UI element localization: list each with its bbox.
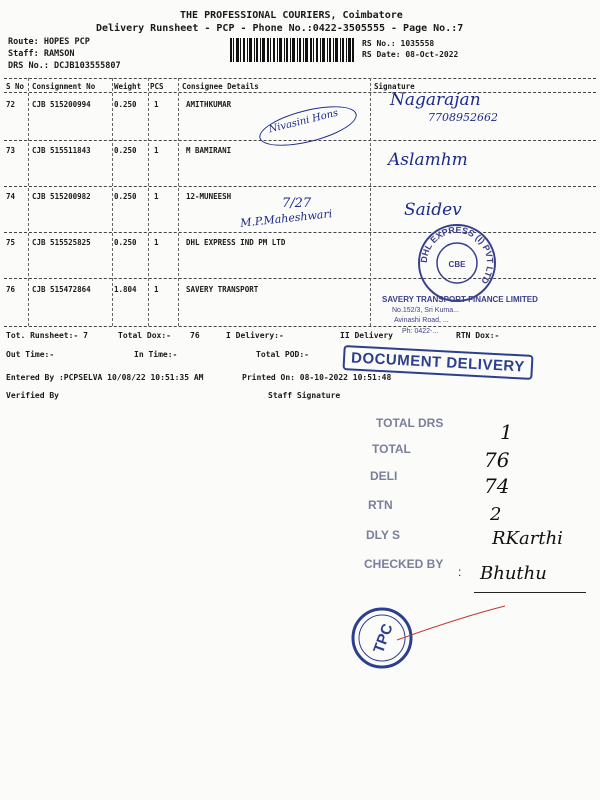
savery-line2: No.152/3, Sri Kuma... bbox=[392, 307, 459, 314]
row-sno: 75 bbox=[6, 238, 16, 247]
barcode bbox=[230, 38, 355, 62]
row-weight: 0.250 bbox=[114, 146, 137, 155]
deli-value: 74 bbox=[484, 474, 510, 498]
total-label: TOTAL bbox=[372, 442, 411, 456]
col-consignment: Consignment No bbox=[32, 82, 96, 91]
row-pcs: 1 bbox=[154, 238, 159, 247]
col-sno: S No bbox=[6, 82, 25, 91]
savery-line1: SAVERY TRANSPORT FINANCE LIMITED bbox=[382, 295, 538, 304]
out-time: Out Time:- bbox=[6, 350, 55, 359]
row-sno: 72 bbox=[6, 100, 16, 109]
company-title: THE PROFESSIONAL COURIERS, Coimbatore bbox=[180, 10, 403, 21]
printed-on: Printed On: 08-10-2022 10:51:48 bbox=[242, 373, 392, 382]
dhl-company-stamp bbox=[416, 222, 498, 304]
i-delivery: I Delivery:- bbox=[226, 331, 284, 340]
savery-line4: Ph: 0422-... bbox=[402, 328, 439, 335]
row-weight: 0.250 bbox=[114, 100, 137, 109]
signature-row73: Aslamhm bbox=[388, 150, 468, 170]
rtn-value: 2 bbox=[490, 504, 502, 525]
row-weight: 1.804 bbox=[114, 285, 137, 294]
row-consignee: AMITHKUMAR bbox=[186, 100, 232, 109]
col-weight: Weight bbox=[114, 82, 142, 91]
in-time: In Time:- bbox=[134, 350, 178, 359]
col-pcs: PCS bbox=[150, 82, 164, 91]
row-pcs: 1 bbox=[154, 146, 159, 155]
rtn-label: RTN bbox=[368, 498, 393, 512]
tpc-stamp-text: TPC bbox=[370, 621, 397, 656]
dly-sign-signature: RKarthi bbox=[492, 528, 563, 549]
row-sno: 73 bbox=[6, 146, 16, 155]
total-pod: Total POD:- bbox=[256, 350, 309, 359]
row-pcs: 1 bbox=[154, 285, 159, 294]
row-sno: 76 bbox=[6, 285, 16, 294]
col-signature: Signature bbox=[374, 82, 415, 91]
row-consignee: SAVERY TRANSPORT bbox=[186, 285, 259, 294]
colon-mark: : bbox=[458, 565, 462, 579]
row-consignee: 12-MUNEESH bbox=[186, 192, 232, 201]
note-row72: Nivasini Hons bbox=[267, 107, 340, 136]
row-consignee: M BAMIRANI bbox=[186, 146, 232, 155]
tot-runsheet: Tot. Runsheet:- 7 bbox=[6, 331, 88, 340]
row-pcs: 1 bbox=[154, 100, 159, 109]
row-consignment: CJB 515472864 bbox=[32, 285, 91, 294]
red-pen-stroke bbox=[395, 604, 507, 644]
signature-row72: Nagarajan bbox=[390, 90, 481, 110]
row-sno: 74 bbox=[6, 192, 16, 201]
total-dox: Total Dox:- bbox=[118, 331, 171, 340]
deli-label: DELI bbox=[370, 469, 398, 483]
verified-by: Verified By bbox=[6, 391, 59, 400]
rtn-dox: RTN Dox:- bbox=[456, 331, 500, 340]
checked-by-label: CHECKED BY bbox=[364, 557, 444, 571]
svg-text:DHL EXPRESS (I) PVT LTD bbox=[419, 225, 495, 286]
row-weight: 0.250 bbox=[114, 238, 137, 247]
entered-by: Entered By :PCPSELVA 10/08/22 10:51:35 AM bbox=[6, 373, 204, 382]
total-drs-label: TOTAL DRS bbox=[376, 416, 444, 430]
rs-date: RS Date: 08-Oct-2022 bbox=[362, 50, 459, 59]
row-consignment: CJB 515200994 bbox=[32, 100, 91, 109]
savery-line3: Avinashi Road, ... bbox=[394, 317, 449, 324]
note2-row74: M.P.Maheshwari bbox=[239, 207, 333, 230]
checked-by-signature: Bhuthu bbox=[480, 563, 547, 584]
row-weight: 0.250 bbox=[114, 192, 137, 201]
runsheet-subtitle: Delivery Runsheet - PCP - Phone No.:0422-3505555 - Page No.:7 bbox=[96, 23, 464, 34]
rs-number: RS No.: 1035558 bbox=[362, 39, 435, 48]
checked-underline bbox=[474, 592, 586, 593]
note-row74: 7/27 bbox=[282, 196, 312, 211]
drs-number: DRS No.: DCJB103555807 bbox=[8, 61, 121, 71]
phone-row72: 7708952662 bbox=[428, 111, 498, 124]
staff-signature: Staff Signature bbox=[268, 391, 341, 400]
dhl-ring-text: DHL EXPRESS (I) PVT LTD bbox=[418, 224, 496, 286]
note-oval-row72 bbox=[256, 98, 361, 153]
dhl-center-text: CBE bbox=[448, 260, 466, 269]
route-label: Route: HOPES PCP bbox=[8, 37, 90, 47]
row-consignment: CJB 515200982 bbox=[32, 192, 91, 201]
total-dox-value: 76 bbox=[190, 331, 200, 340]
row-consignee: DHL EXPRESS IND PM LTD bbox=[186, 238, 286, 247]
row-consignment: CJB 515511843 bbox=[32, 146, 91, 155]
total-value: 76 bbox=[484, 448, 510, 472]
signature-row74: Saidev bbox=[404, 200, 462, 220]
row-pcs: 1 bbox=[154, 192, 159, 201]
ii-delivery: II Delivery bbox=[340, 331, 393, 340]
dly-sign-label: DLY S bbox=[366, 528, 401, 542]
col-consignee: Consignee Details bbox=[182, 82, 259, 91]
staff-label: Staff: RAMSON bbox=[8, 49, 75, 59]
total-drs-value: 1 bbox=[500, 420, 513, 444]
document-delivery-stamp: DOCUMENT DELIVERY bbox=[342, 345, 533, 380]
row-consignment: CJB 515525825 bbox=[32, 238, 91, 247]
